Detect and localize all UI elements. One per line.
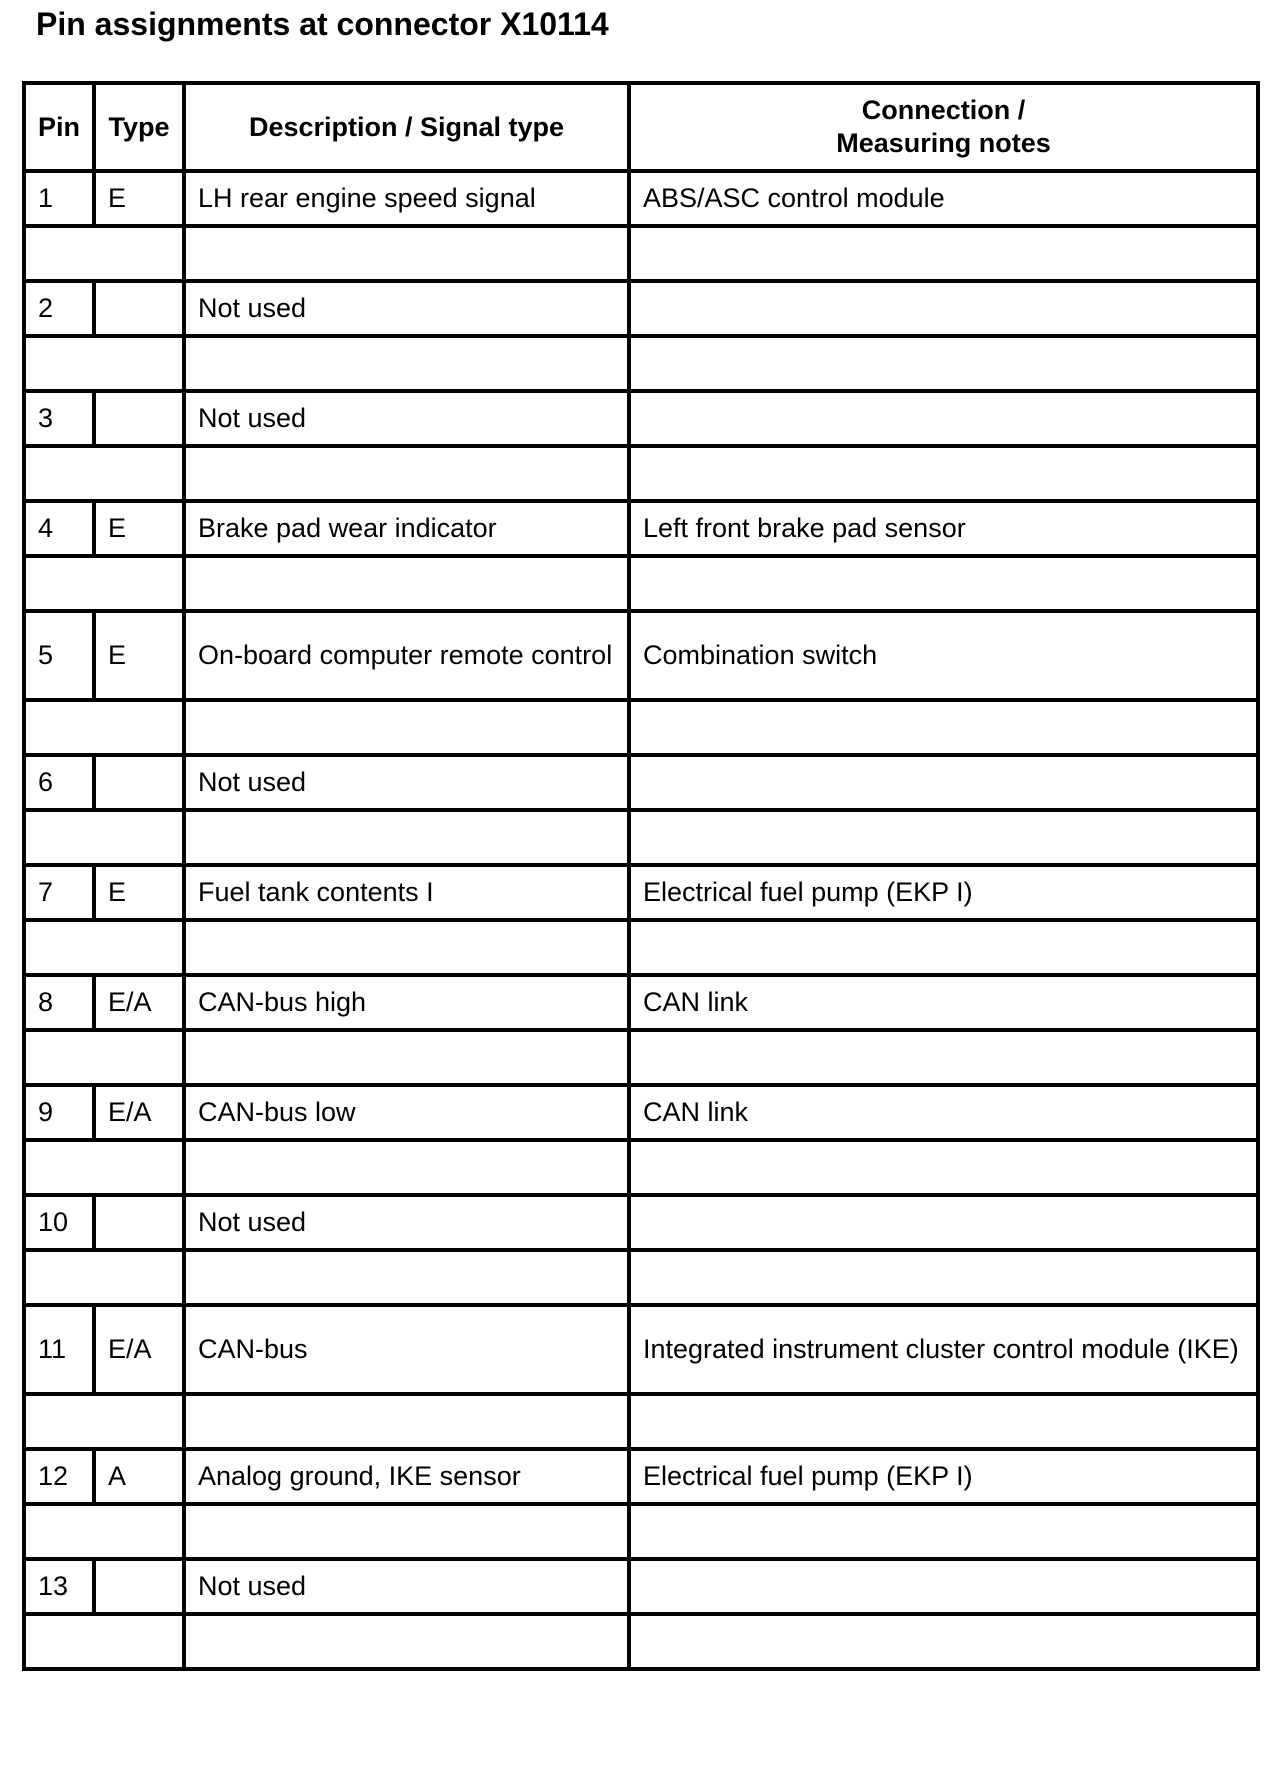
cell-description: CAN-bus high <box>184 975 629 1030</box>
spacer-cell <box>629 1140 1258 1195</box>
spacer-cell <box>184 1250 629 1305</box>
header-row <box>24 83 1258 171</box>
spacer-row <box>24 1614 1258 1669</box>
spacer-cell <box>24 556 184 611</box>
spacer-cell <box>24 1394 184 1449</box>
spacer-row <box>24 1504 1258 1559</box>
spacer-cell <box>24 1140 184 1195</box>
spacer-cell <box>629 556 1258 611</box>
cell-description: Not used <box>184 755 629 810</box>
cell-type: E/A <box>94 975 184 1030</box>
spacer-row <box>24 1394 1258 1449</box>
cell-pin: 2 <box>24 281 94 336</box>
cell-type <box>94 281 184 336</box>
cell-connection <box>629 755 1258 810</box>
table-row <box>24 1559 1258 1614</box>
cell-pin: 1 <box>24 171 94 226</box>
cell-connection: Left front brake pad sensor <box>629 501 1258 556</box>
cell-connection: CAN link <box>629 1085 1258 1140</box>
page-title: Pin assignments at connector X10114 <box>36 6 609 42</box>
cell-connection: Electrical fuel pump (EKP I) <box>629 865 1258 920</box>
spacer-cell <box>629 446 1258 501</box>
table-row <box>24 1305 1258 1394</box>
header-connection <box>629 83 1258 171</box>
table-row <box>24 281 1258 336</box>
cell-type: E/A <box>94 1085 184 1140</box>
spacer-cell <box>184 1504 629 1559</box>
cell-pin: 3 <box>24 391 94 446</box>
spacer-cell <box>184 336 629 391</box>
spacer-row <box>24 920 1258 975</box>
header-connection-line1: Connection / <box>861 95 1026 125</box>
cell-connection <box>629 281 1258 336</box>
spacer-row <box>24 226 1258 281</box>
cell-description: Not used <box>184 391 629 446</box>
spacer-cell <box>184 1394 629 1449</box>
spacer-cell <box>629 810 1258 865</box>
spacer-cell <box>24 1614 184 1669</box>
cell-type: E <box>94 171 184 226</box>
spacer-cell <box>629 920 1258 975</box>
cell-pin: 12 <box>24 1449 94 1504</box>
table-row <box>24 865 1258 920</box>
cell-description: On-board computer remote control <box>184 611 629 700</box>
spacer-cell <box>24 1250 184 1305</box>
spacer-row <box>24 1140 1258 1195</box>
spacer-row <box>24 810 1258 865</box>
spacer-cell <box>629 336 1258 391</box>
table-row <box>24 1085 1258 1140</box>
spacer-cell <box>629 1030 1258 1085</box>
cell-type <box>94 391 184 446</box>
cell-pin: 10 <box>24 1195 94 1250</box>
header-type: Type <box>94 83 184 171</box>
cell-description: Analog ground, IKE sensor <box>184 1449 629 1504</box>
spacer-cell <box>184 700 629 755</box>
cell-connection: ABS/ASC control module <box>629 171 1258 226</box>
table-row <box>24 501 1258 556</box>
spacer-cell <box>629 1504 1258 1559</box>
cell-type <box>94 1559 184 1614</box>
cell-connection: Electrical fuel pump (EKP I) <box>629 1449 1258 1504</box>
cell-pin: 13 <box>24 1559 94 1614</box>
spacer-cell <box>629 1250 1258 1305</box>
spacer-cell <box>24 920 184 975</box>
spacer-cell <box>184 1030 629 1085</box>
table-row <box>24 611 1258 700</box>
cell-type: E <box>94 501 184 556</box>
spacer-cell <box>184 920 629 975</box>
spacer-cell <box>184 446 629 501</box>
spacer-cell <box>184 226 629 281</box>
cell-description: Brake pad wear indicator <box>184 501 629 556</box>
spacer-cell <box>24 810 184 865</box>
spacer-cell <box>184 556 629 611</box>
spacer-row <box>24 1250 1258 1305</box>
spacer-cell <box>24 336 184 391</box>
spacer-cell <box>24 226 184 281</box>
cell-pin: 4 <box>24 501 94 556</box>
spacer-cell <box>24 1504 184 1559</box>
cell-description: Not used <box>184 1195 629 1250</box>
cell-description: CAN-bus low <box>184 1085 629 1140</box>
spacer-cell <box>629 226 1258 281</box>
cell-pin: 11 <box>24 1305 94 1394</box>
spacer-cell <box>24 1030 184 1085</box>
cell-description: Not used <box>184 1559 629 1614</box>
header-connection-line2: Measuring notes <box>836 128 1051 158</box>
cell-connection: Combination switch <box>629 611 1258 700</box>
cell-type: A <box>94 1449 184 1504</box>
cell-pin: 5 <box>24 611 94 700</box>
table-row <box>24 975 1258 1030</box>
pin-assignment-table <box>22 81 1260 1671</box>
cell-type <box>94 1195 184 1250</box>
cell-type: E <box>94 865 184 920</box>
cell-connection: CAN link <box>629 975 1258 1030</box>
spacer-row <box>24 446 1258 501</box>
spacer-cell <box>184 1614 629 1669</box>
cell-connection <box>629 1559 1258 1614</box>
spacer-cell <box>24 446 184 501</box>
spacer-row <box>24 1030 1258 1085</box>
spacer-row <box>24 336 1258 391</box>
cell-description: LH rear engine speed signal <box>184 171 629 226</box>
header-pin: Pin <box>24 83 94 171</box>
cell-type: E/A <box>94 1305 184 1394</box>
header-description: Description / Signal type <box>184 83 629 171</box>
table-row <box>24 1449 1258 1504</box>
table-row <box>24 171 1258 226</box>
cell-description: Fuel tank contents I <box>184 865 629 920</box>
cell-type: E <box>94 611 184 700</box>
spacer-cell <box>629 1614 1258 1669</box>
table-row <box>24 391 1258 446</box>
cell-pin: 8 <box>24 975 94 1030</box>
spacer-row <box>24 700 1258 755</box>
cell-pin: 9 <box>24 1085 94 1140</box>
cell-description: CAN-bus <box>184 1305 629 1394</box>
table-row <box>24 1195 1258 1250</box>
cell-pin: 6 <box>24 755 94 810</box>
spacer-cell <box>629 700 1258 755</box>
cell-type <box>94 755 184 810</box>
cell-description: Not used <box>184 281 629 336</box>
spacer-cell <box>629 1394 1258 1449</box>
table-row <box>24 755 1258 810</box>
spacer-cell <box>24 700 184 755</box>
cell-connection <box>629 1195 1258 1250</box>
spacer-row <box>24 556 1258 611</box>
cell-connection <box>629 391 1258 446</box>
cell-connection: Integrated instrument cluster control module (IKE) <box>629 1305 1258 1394</box>
spacer-cell <box>184 810 629 865</box>
cell-pin: 7 <box>24 865 94 920</box>
spacer-cell <box>184 1140 629 1195</box>
